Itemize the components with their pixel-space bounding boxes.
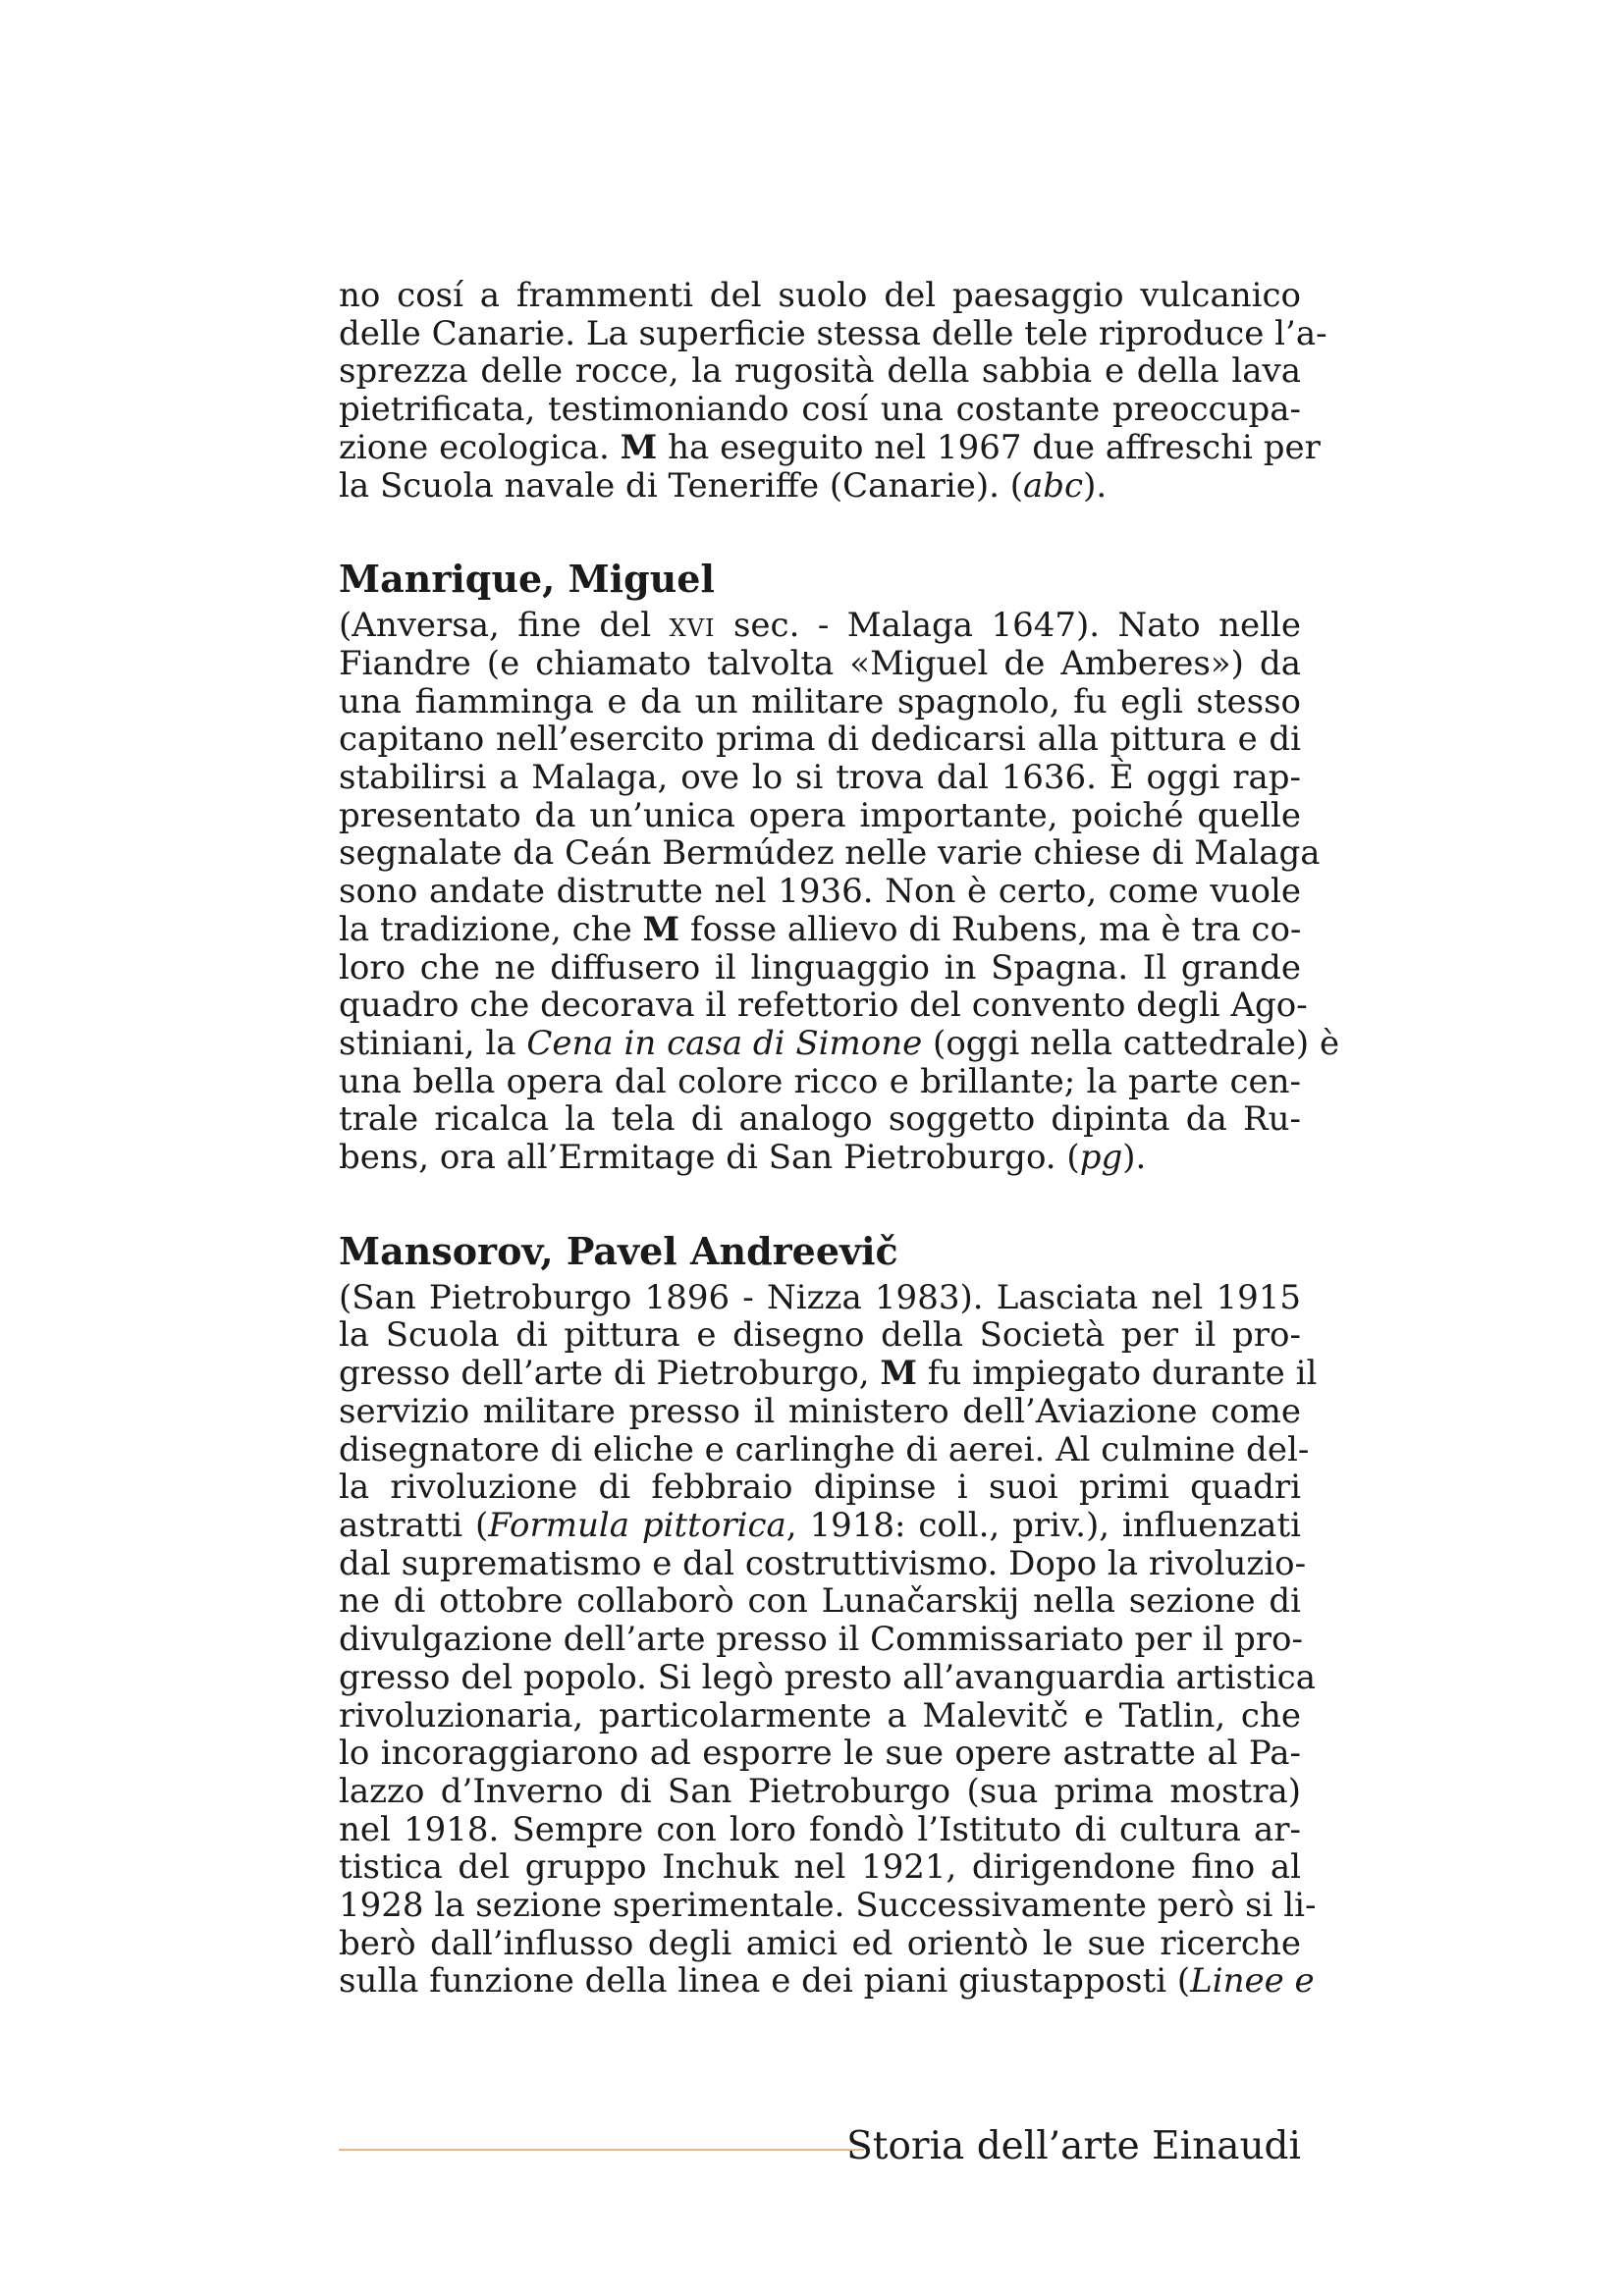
text-line: presentato da un’unica opera importante, poiché quelle <box>339 795 1301 835</box>
text-line: sono andate distrutte nel 1936. Non è certo, come vuole <box>339 872 1301 912</box>
text-line: la Scuola navale di Teneriffe (Canarie). (abc). <box>339 465 1108 506</box>
entry-body-manrique <box>339 606 1340 1178</box>
entry-heading-manrique: Manrique, Miguel <box>339 557 715 602</box>
author-abbrev: M <box>880 1354 917 1394</box>
text-line: bens, ora all’Ermitage di San Pietroburgo. (pg). <box>339 1138 1147 1178</box>
text-line: loro che ne diffusero il linguaggio in Spagna. Il grande <box>339 947 1301 988</box>
artwork-title: Cena in casa di Simone <box>526 1023 923 1063</box>
text-line: trale ricalca la tela di analogo soggetto dipinta da Ru- <box>339 1099 1301 1140</box>
author-initials: pg <box>1079 1138 1123 1178</box>
text-line: no cosí a frammenti del suolo del paesaggio vulcanico <box>339 276 1301 315</box>
text-line: (Anversa, fine del xvi sec. - Malaga 1647). Nato nelle <box>339 606 1301 646</box>
text-line: dal suprematismo e dal costruttivismo. Dopo la rivoluzio- <box>339 1543 1307 1583</box>
author-abbrev: M <box>620 427 658 467</box>
text-line: lo incoraggiarono ad esporre le sue opere astratte al Pa- <box>339 1734 1301 1774</box>
text-line: 1928 la sezione sperimentale. Successivamente però si li- <box>339 1886 1317 1926</box>
text-line: astratti (Formula pittorica, 1918: coll., priv.), influenzati <box>339 1505 1301 1545</box>
text-line: lazzo d’Inverno di San Pietroburgo (sua prima mostra) <box>339 1771 1301 1811</box>
text-line: zione ecologica. M ha eseguito nel 1967 due affreschi per <box>339 427 1321 467</box>
text-line: capitano nell’esercito prima di dedicarsi alla pittura e di <box>339 720 1301 760</box>
author-initials: abc <box>1023 465 1084 506</box>
text-line: segnalate da Ceán Bermúdez nelle varie chiese di Malaga <box>339 833 1321 874</box>
text-line: gresso del popolo. Si legò presto all’avanguardia artistica <box>339 1657 1316 1697</box>
text-line: Fiandre (e chiamato talvolta «Miguel de Amberes») da <box>339 643 1301 683</box>
text-line: tistica del gruppo Inchuk nel 1921, dirigendone fino al <box>339 1847 1301 1888</box>
text-line: stiniani, la Cena in casa di Simone (oggi nella cattedrale) è <box>339 1023 1340 1063</box>
text-line: servizio militare presso il ministero dell’Aviazione come <box>339 1391 1301 1431</box>
text-line: stabilirsi a Malaga, ove lo si trova dal 1636. È oggi rap- <box>339 758 1301 798</box>
text-line: (San Pietroburgo 1896 - Nizza 1983). Lasciata nel 1915 <box>339 1277 1301 1317</box>
entry-body-mansorov <box>339 1277 1318 2002</box>
text-line: sprezza delle rocce, la rugosità della sabbia e della lava <box>339 351 1301 392</box>
text-line: nel 1918. Sempre con loro fondò l’Istituto di cultura ar- <box>339 1809 1301 1849</box>
text-line: una fiamminga e da un militare spagnolo, fu egli stesso <box>339 681 1301 721</box>
text-line: delle Canarie. La superficie stessa delle tele riproduce l’a- <box>339 313 1327 353</box>
text-line: quadro che decorava il refettorio del convento degli Ago- <box>339 986 1308 1026</box>
text-line: disegnatore di eliche e carlinghe di aerei. Al culmine del- <box>339 1429 1310 1469</box>
text-line: berò dall’influsso degli amici ed orientò le sue ricerche <box>339 1923 1301 1963</box>
text-line: una bella opera dal colore ricco e brillante; la parte cen- <box>339 1061 1301 1101</box>
intro-paragraph <box>339 276 1327 506</box>
artwork-title: Formula pittorica <box>488 1505 786 1545</box>
text-line: gresso dell’arte di Pietroburgo, M fu impiegato durante il <box>339 1354 1318 1394</box>
century-numeral: xvi <box>669 606 716 646</box>
text-line: ne di ottobre collaborò con Lunačarskij nella sezione di <box>339 1581 1301 1622</box>
entry-heading-mansorov: Mansorov, Pavel Andreevič <box>339 1228 898 1273</box>
text-line: la rivoluzione di febbraio dipinse i suoi primi quadri <box>339 1468 1301 1508</box>
text-line: rivoluzionaria, particolarmente a Malevitč e Tatlin, che <box>339 1695 1301 1735</box>
author-abbrev: M <box>642 909 680 949</box>
text-column <box>339 276 1340 2002</box>
text-line: la tradizione, che M fosse allievo di Rubens, ma è tra co- <box>339 909 1302 949</box>
text-line: divulgazione dell’arte presso il Commissariato per il pro- <box>339 1620 1303 1660</box>
page-footer <box>339 2122 1301 2171</box>
artwork-title: Linee e <box>1190 1961 1315 2002</box>
text-line: pietrificata, testimoniando cosí una costante preoccupa- <box>339 390 1301 430</box>
text-line: sulla funzione della linea e dei piani giustapposti (Linee e <box>339 1961 1315 2002</box>
publication-title: Storia dell’arte Einaudi <box>846 2124 1301 2168</box>
text-line: la Scuola di pittura e disegno della Società per il pro- <box>339 1315 1301 1356</box>
footer-rule <box>339 2149 864 2151</box>
